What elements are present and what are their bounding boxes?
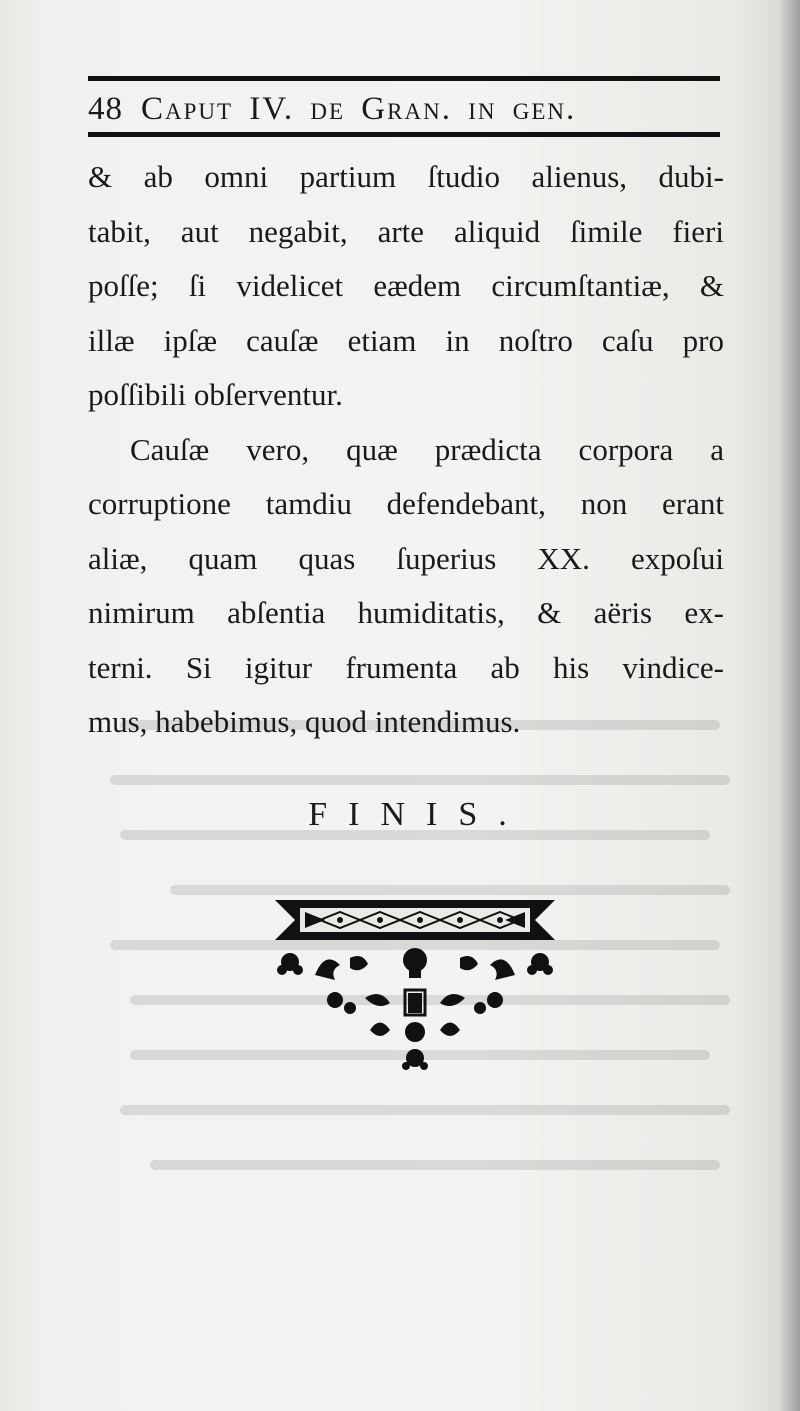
text-line: illæ ipſæ cauſæ etiam in noſtro caſu pro [88,322,724,358]
finis-heading: FINIS. [308,796,528,833]
running-title: Caput IV. de Gran. in gen. [141,91,577,127]
paragraph [88,150,724,423]
ribbon-banner-icon [275,900,555,940]
text-line: poſſe; ſi videlicet eædem circumſtantiæ, & [88,268,724,303]
text-line: & ab omni partium ſtudio alienus, dubi- [88,159,724,194]
text-line: Cauſæ vero, quæ prædicta corpora a [130,431,724,467]
page-gutter-shadow [778,0,800,1411]
floral-row-icon [277,948,553,980]
floral-row-icon [370,1022,460,1070]
page-header [88,84,720,128]
text-line: corruptione tamdiu defendebant, non erant [88,486,724,521]
paragraph [88,423,724,750]
header-rule-top [88,76,720,81]
text-line: tabit, aut negabit, arte aliquid ſimile fieri [88,213,724,249]
tailpiece-ornament [270,890,560,1080]
text-line: mus, habebimus, quod intendimus. [88,704,521,739]
text-line: terni. Si igitur frumenta ab his vindice- [88,649,724,685]
text-line: aliæ, quam quas ſuperius XX. expoſui [88,540,724,576]
floral-row-icon [327,990,503,1015]
header-rule-bottom [88,132,720,137]
page-number: 48 [88,91,123,127]
text-line: poſſibili obſerventur. [88,377,343,412]
text-line: nimirum abſentia humiditatis, & aëris ex- [88,595,724,630]
body-text [88,150,724,750]
